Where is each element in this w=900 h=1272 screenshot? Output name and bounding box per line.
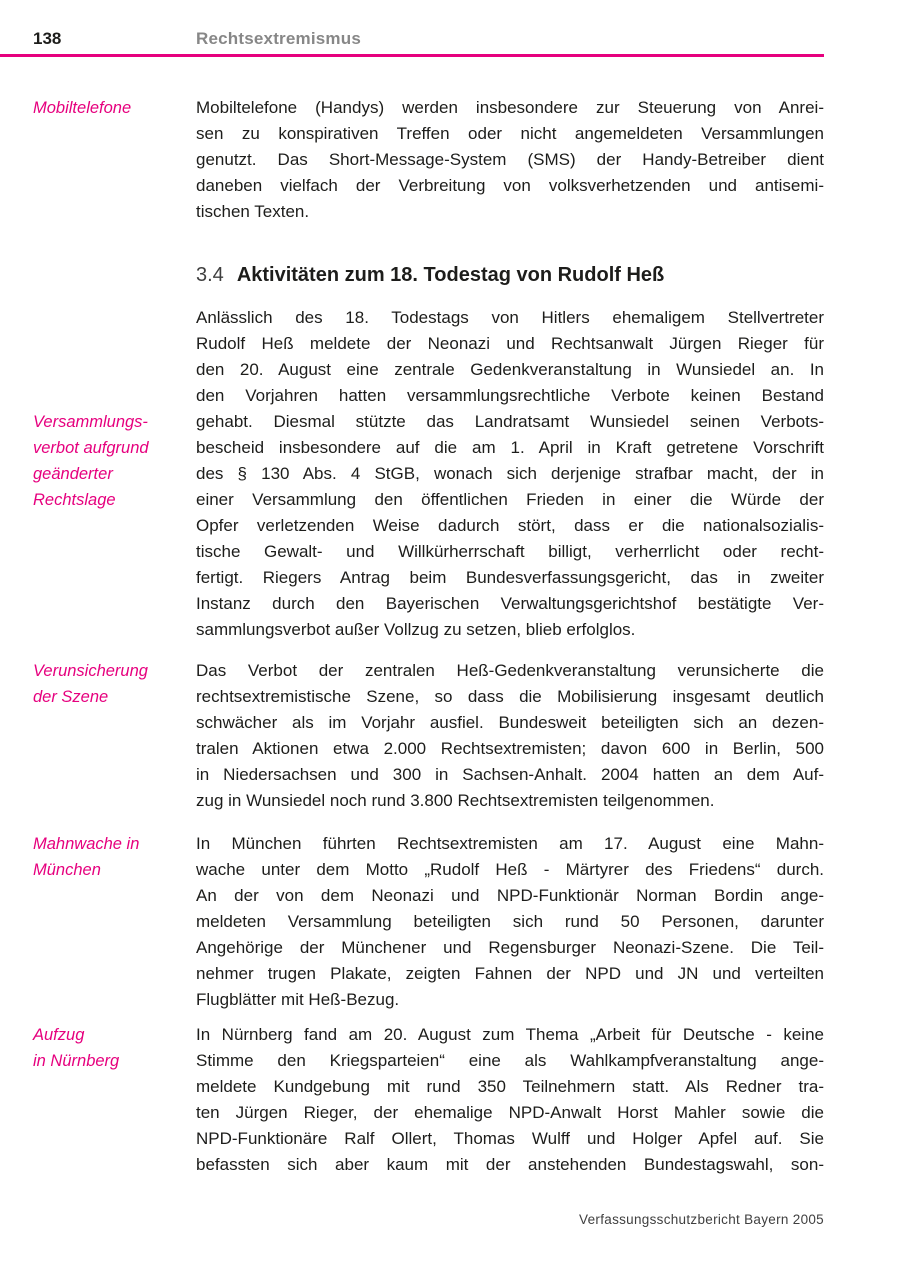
footer-report-title: Verfassungsschutzbericht Bayern 2005 (579, 1212, 824, 1227)
margin-note-mahnwache: Mahnwache in München (33, 835, 140, 879)
paragraph-row-mobiltelefone (0, 95, 900, 225)
paragraph-text-verunsicherung: Das Verbot der zentralen Heß-Gedenkveranstaltung verunsicherte die rechtsextremistische Szene, so dass die Mobilisierung insgesamt deutlich schwächer als im Vorjahr ausfiel. Bundesweit beteiligten sich an dezen- tralen Aktionen etwa 2.000 Rechtsextremisten; davon 600 in Berlin, 500 in Niedersachsen und 300 in Sachsen-Anhalt. 2004 hatten an dem Auf- zug in Wunsiedel noch rund 3.800 Rechtsextremisten teilgenommen. (196, 661, 824, 810)
page-number: 138 (33, 29, 62, 48)
paragraph-row-mahnwache (0, 831, 900, 1013)
margin-note-aufzug: Aufzug in Nürnberg (33, 1026, 120, 1070)
paragraph-row-aufzug (0, 1022, 900, 1178)
header-rule (0, 54, 824, 57)
section-heading-number: 3.4 (196, 264, 224, 286)
paragraph-text-mobiltelefone: Mobiltelefone (Handys) werden insbesondere zur Steuerung von Anrei- sen zu konspirativen Treffen oder nicht angemeldeten Versammlungen genutzt. Das Short-Message-System (SMS) der Handy-Betreiber dient daneben vielfach der Verbreitung von volksverhetzenden und antisemi- tischen Texten. (196, 98, 824, 221)
paragraph-text-mahnwache: In München führten Rechtsextremisten am 17. August eine Mahn- wache unter dem Motto „Rudolf Heß - Märtyrer des Friedens“ durch. An der von dem Neonazi und NPD-Funktionär Norman Bordin ange- meldeten Versammlung beteiligten sich rund 50 Personen, darunter Angehörige der Münchener und Regensburger Neonazi-Szene. Die Teil- nehmer trugen Plakate, zeigten Fahnen der NPD und JN und verteilten Flugblätter mit Heß-Bezug. (196, 834, 824, 1009)
running-header-section-title: Rechtsextremismus (196, 29, 361, 48)
margin-note-mobiltelefone: Mobiltelefone (33, 99, 132, 117)
paragraph-text-aufzug: In Nürnberg fand am 20. August zum Thema „Arbeit für Deutsche - keine Stimme den Kriegsparteien“ eine als Wahlkampfveranstaltung ange- meldete Kundgebung mit rund 350 Teilnehmern statt. Als Redner tra- ten Jürgen Rieger, der ehemalige NPD-Anwalt Horst Mahler sowie die NPD-Funktionäre Ralf Ollert, Thomas Wulff und Holger Apfel auf. Sie befassten sich aber kaum mit der anstehenden Bundestagswahl, son- (196, 1025, 824, 1174)
section-heading (196, 262, 664, 288)
paragraph-text-versammlungsverbot: Anlässlich des 18. Todestags von Hitlers ehemaligem Stellvertreter Rudolf Heß meldete der Neonazi und Rechtsanwalt Jürgen Rieger für den 20. August eine zentrale Gedenkveranstaltung in Wunsiedel an. In den Vorjahren hatten versammlungsrechtliche Verbote keinen Bestand gehabt. Diesmal stützte das Landratsamt Wunsiedel seinen Verbots- bescheid insbesondere auf die am 1. April in Kraft getretene Vorschrift des § 130 Abs. 4 StGB, wonach sich derjenige strafbar macht, der in einer Versammlung den öffentlichen Frieden in einer die Würde der Opfer verletzenden Weise dadurch stört, dass er die nationalsozialis- tische Gewalt- und Willkürherrschaft billigt, verherrlicht oder recht- fertigt. Riegers Antrag beim Bundesverfassungsgericht, das in zweiter Instanz durch den Bayerischen Verwaltungsgerichtshof bestätigte Ver- sammlungsverbot außer Vollzug zu setzen, blieb erfolglos. (196, 308, 824, 639)
margin-note-verunsicherung: Verunsicherung der Szene (33, 662, 148, 706)
section-heading-title: Aktivitäten zum 18. Todestag von Rudolf Heß (236, 264, 665, 286)
margin-note-versammlungsverbot: Versammlungs- verbot aufgrund geänderter Rechtslage (33, 413, 149, 509)
paragraph-row-verunsicherung (0, 658, 900, 814)
paragraph-row-versammlungsverbot (0, 305, 900, 643)
